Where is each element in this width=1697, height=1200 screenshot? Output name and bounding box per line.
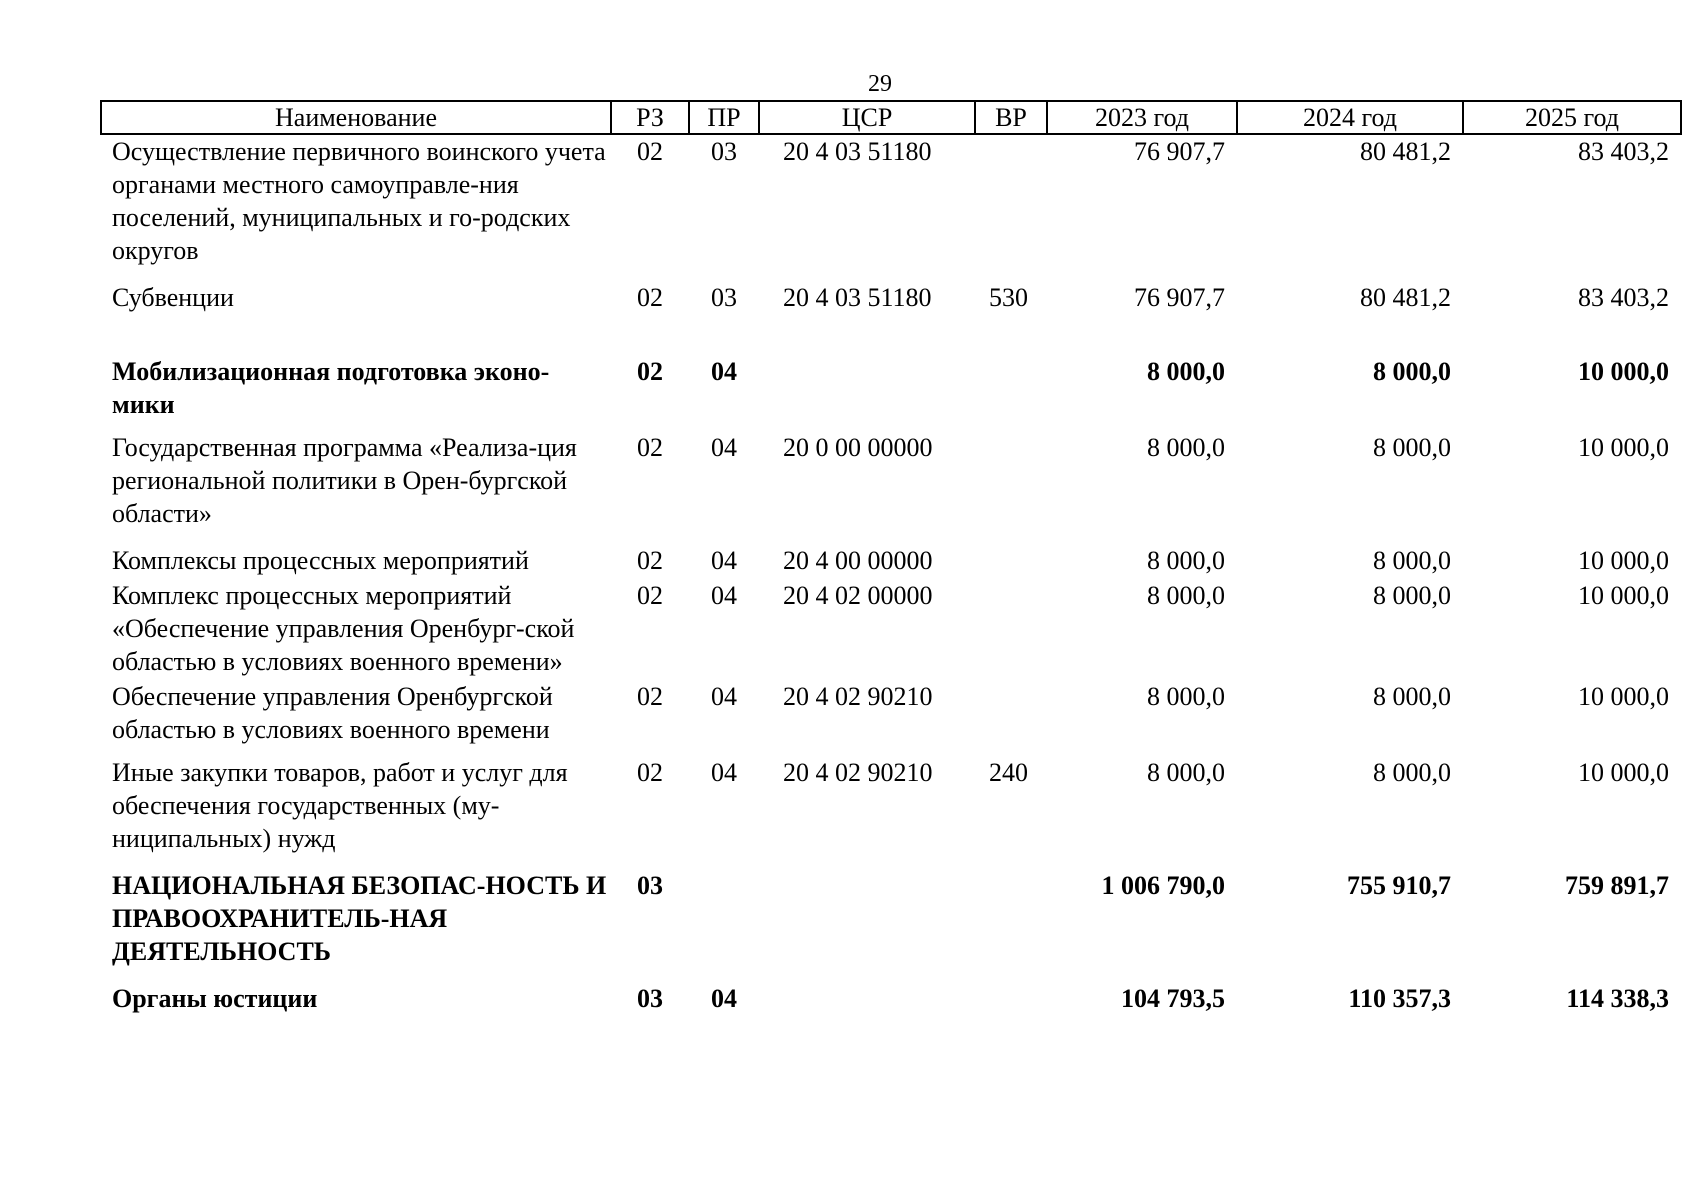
row-csr: 20 4 03 51180 [783, 283, 932, 312]
row-2025: 759 891,7 [1565, 871, 1669, 900]
row-2023: 8 000,0 [1147, 433, 1225, 462]
row-2024: 110 357,3 [1348, 984, 1451, 1013]
row-vr [975, 982, 1047, 1017]
row-rz: 03 [637, 871, 663, 900]
row-name: Комплекс процессных мероприятий «Обеспечение управления Оренбург-ской областью в условиях военного времени» [112, 581, 575, 676]
row-pr: 04 [711, 546, 737, 575]
row-pr: 04 [711, 758, 737, 787]
row-2025: 10 000,0 [1578, 357, 1669, 386]
row-2023: 8 000,0 [1147, 357, 1225, 386]
row-rz: 02 [637, 682, 663, 711]
row-pr: 04 [711, 581, 737, 610]
row-vr [975, 579, 1047, 680]
row-2024: 8 000,0 [1373, 758, 1451, 787]
table-row [101, 579, 1681, 680]
table-row [101, 355, 1681, 431]
row-2025: 10 000,0 [1578, 758, 1669, 787]
row-2023: 8 000,0 [1147, 581, 1225, 610]
row-csr [759, 355, 975, 431]
row-name: Иные закупки товаров, работ и услуг для обеспечения государственных (му-ниципальных) нужд [112, 758, 568, 853]
row-2024: 80 481,2 [1360, 283, 1451, 312]
row-vr: 530 [989, 283, 1028, 312]
table-row [101, 982, 1681, 1017]
row-pr: 04 [711, 682, 737, 711]
row-name: Обеспечение управления Оренбургской областью в условиях военного времени [112, 682, 553, 744]
header-rz: РЗ [611, 101, 689, 134]
row-vr [975, 134, 1047, 281]
page-number: 29 [868, 71, 892, 97]
row-csr [759, 982, 975, 1017]
row-pr: 04 [711, 984, 737, 1013]
row-2023: 8 000,0 [1147, 546, 1225, 575]
row-2025: 10 000,0 [1578, 581, 1669, 610]
row-rz: 02 [637, 433, 663, 462]
row-pr: 04 [711, 433, 737, 462]
header-2025: 2025 год [1463, 101, 1681, 134]
row-rz: 02 [637, 137, 663, 166]
row-rz: 02 [637, 283, 663, 312]
table-row [101, 281, 1681, 355]
row-name: НАЦИОНАЛЬНАЯ БЕЗОПАС-НОСТЬ И ПРАВООХРАНИТЕЛЬ-НАЯ ДЕЯТЕЛЬНОСТЬ [112, 871, 607, 966]
row-2024: 80 481,2 [1360, 137, 1451, 166]
row-2025: 10 000,0 [1578, 433, 1669, 462]
row-vr [975, 355, 1047, 431]
row-csr: 20 4 02 90210 [783, 682, 933, 711]
table-row [101, 134, 1681, 281]
row-name: Государственная программа «Реализа-ция региональной политики в Орен-бургской области» [112, 433, 577, 528]
row-2024: 755 910,7 [1347, 871, 1451, 900]
row-vr [975, 544, 1047, 579]
row-rz: 02 [637, 357, 663, 386]
row-csr [759, 869, 975, 982]
row-name: Комплексы процессных мероприятий [112, 546, 529, 575]
row-rz: 03 [637, 984, 663, 1013]
row-2023: 8 000,0 [1147, 758, 1225, 787]
table-row [101, 680, 1681, 756]
row-2025: 83 403,2 [1578, 283, 1669, 312]
table-row [101, 544, 1681, 579]
row-name: Органы юстиции [112, 984, 318, 1013]
header-name: Наименование [101, 101, 611, 134]
row-2023: 8 000,0 [1147, 682, 1225, 711]
row-vr [975, 431, 1047, 544]
row-csr: 20 4 00 00000 [783, 546, 933, 575]
table-row [101, 431, 1681, 544]
row-vr [975, 680, 1047, 756]
header-csr: ЦСР [759, 101, 975, 134]
row-2023: 104 793,5 [1121, 984, 1225, 1013]
row-2025: 83 403,2 [1578, 137, 1669, 166]
row-2024: 8 000,0 [1373, 546, 1451, 575]
row-csr: 20 4 02 00000 [783, 581, 933, 610]
table-row [101, 869, 1681, 982]
row-pr: 04 [711, 357, 737, 386]
row-2023: 76 907,7 [1134, 137, 1225, 166]
header-pr: ПР [689, 101, 759, 134]
row-name: Осуществление первичного воинского учета органами местного самоуправле-ния поселений, муниципальных и го-родских округов [112, 137, 606, 265]
row-2024: 8 000,0 [1373, 682, 1451, 711]
row-2025: 114 338,3 [1566, 984, 1669, 1013]
row-pr: 03 [711, 137, 737, 166]
row-pr: 03 [711, 283, 737, 312]
row-rz: 02 [637, 758, 663, 787]
header-2024: 2024 год [1237, 101, 1463, 134]
row-rz: 02 [637, 581, 663, 610]
row-name: Мобилизационная подготовка эконо-мики [112, 357, 550, 419]
budget-table [100, 100, 1682, 1017]
row-2023: 1 006 790,0 [1101, 871, 1225, 900]
row-csr: 20 0 00 00000 [783, 433, 933, 462]
header-2023: 2023 год [1047, 101, 1237, 134]
row-name: Субвенции [112, 283, 234, 312]
row-vr: 240 [989, 758, 1028, 787]
table-row [101, 756, 1681, 869]
row-csr: 20 4 02 90210 [783, 758, 933, 787]
row-2024: 8 000,0 [1373, 433, 1451, 462]
row-rz: 02 [637, 546, 663, 575]
row-vr [975, 869, 1047, 982]
row-pr [689, 869, 759, 982]
row-2025: 10 000,0 [1578, 682, 1669, 711]
table-header-row [101, 101, 1681, 134]
row-2023: 76 907,7 [1134, 283, 1225, 312]
header-vr: ВР [975, 101, 1047, 134]
row-csr: 20 4 03 51180 [783, 137, 932, 166]
row-2025: 10 000,0 [1578, 546, 1669, 575]
row-2024: 8 000,0 [1373, 581, 1451, 610]
row-2024: 8 000,0 [1373, 357, 1451, 386]
